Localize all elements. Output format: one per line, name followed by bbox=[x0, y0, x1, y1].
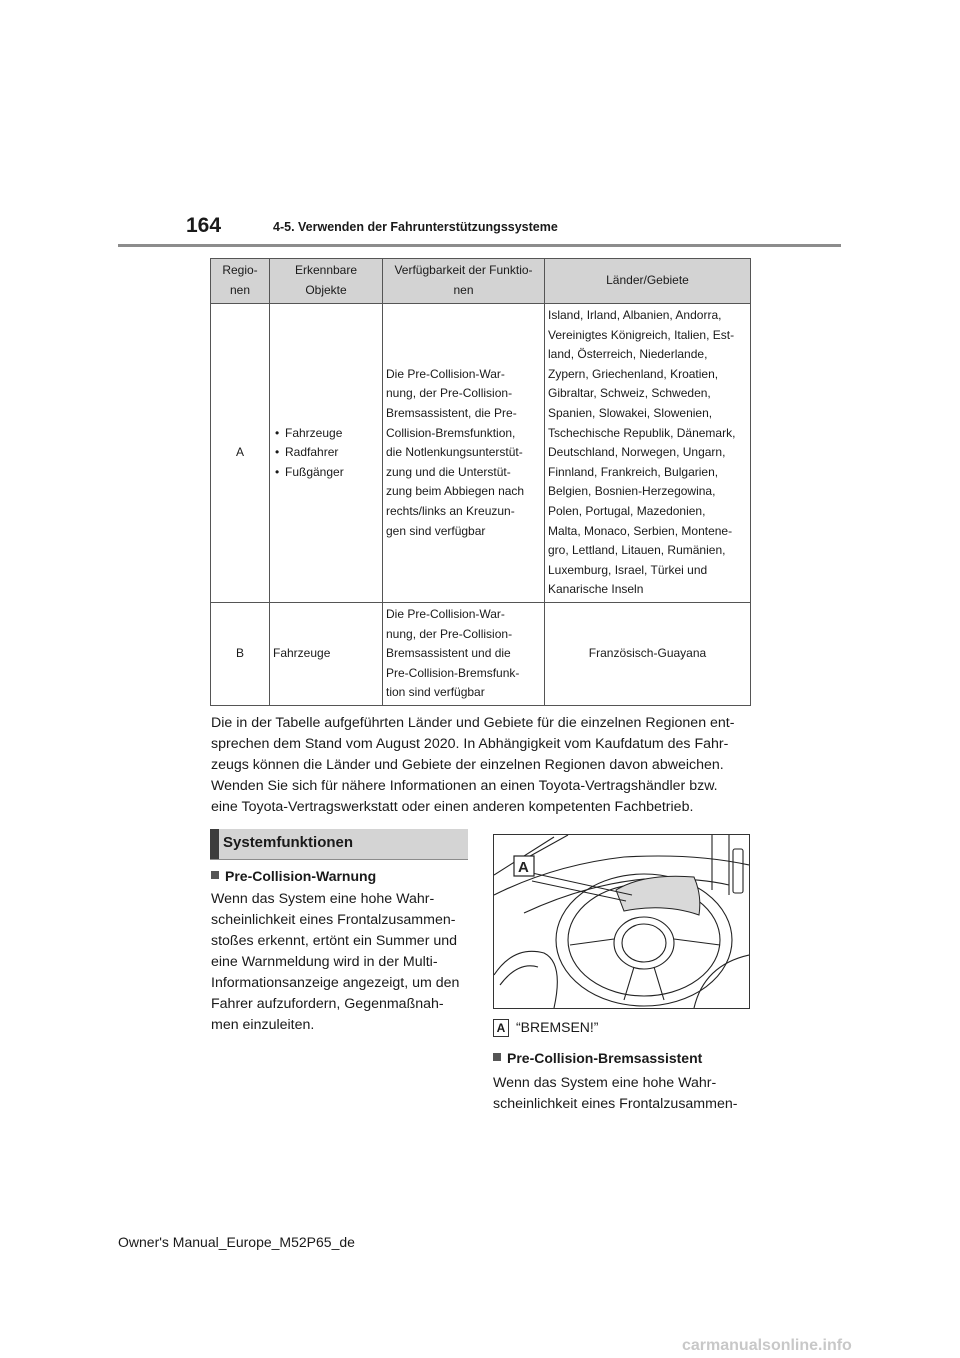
callout-label: A bbox=[518, 859, 529, 876]
header-divider bbox=[118, 244, 841, 247]
dashboard-illustration bbox=[493, 834, 750, 1009]
watermark: carmanualsonline.info bbox=[682, 1337, 852, 1354]
column-header: Erkennbare Objekte bbox=[270, 259, 383, 304]
countries-cell: Französisch-Guayana bbox=[545, 602, 751, 705]
square-bullet-icon bbox=[211, 871, 219, 879]
page-number: 164 bbox=[186, 214, 222, 237]
table-header-row bbox=[211, 259, 751, 304]
warning-description: Wenn das System eine hohe Wahr- scheinlichkeit eines Frontalzusammen- stoßes erkennt, ertönt ein Summer und eine Warnmeldung wird in der Multi- Informationsanzeige angezeigt, um den Fahrer aufzufordern, Gegenmaßnah- men einzuleiten. bbox=[211, 891, 460, 1033]
callout-label-box: A bbox=[493, 1019, 509, 1037]
region-cell: B bbox=[211, 602, 270, 705]
systemfunktionen-heading bbox=[210, 829, 468, 860]
section-title: 4-5. Verwenden der Fahrunterstützungssysteme bbox=[273, 220, 558, 234]
steering-wheel-illustration bbox=[494, 835, 749, 1008]
availability-cell: Die Pre-Collision-War- nung, der Pre-Collision- Bremsassistent und die Pre-Collision-Bremsfunk- tion sind verfügbar bbox=[383, 602, 545, 705]
square-bullet-icon bbox=[493, 1053, 501, 1061]
warning-title: Pre-Collision-Warnung bbox=[225, 868, 377, 884]
warning-subheading bbox=[211, 868, 376, 884]
table-row bbox=[211, 602, 751, 705]
brake-assist-description: Wenn das System eine hohe Wahr- scheinlichkeit eines Frontalzusammen- bbox=[493, 1075, 738, 1112]
region-note: Die in der Tabelle aufgeführten Länder und Gebiete für die einzelnen Regionen ent- sprechen dem Stand vom August 2020. In Abhängigkeit vom Kaufdatum des Fahr- zeugs können die Länder und Gebiete der einzelnen Regionen davon abweichen. Wenden Sie sich für nähere Informationen an einen Toyota-Vertragshändler bzw. eine Toyota-Vertragswerkstatt oder einen anderen kompetenten Fachbetrieb. bbox=[211, 715, 735, 815]
countries-cell: Island, Irland, Albanien, Andorra, Vereinigtes Königreich, Italien, Est- land, Österreich, Niederlande, Zypern, Griechenland, Kroatien, Gibraltar, Schweiz, Schweden, Spanien, Slowakei, Slowenien, Tschechische Republik, Dänemark, Deutschland, Norwegen, Ungarn, Finnland, Frankreich, Bulgarien, Belgien, Bosnien-Herzegowina, Polen, Portugal, Mazedonien, Malta, Monaco, Serbien, Montene- gro, Lettland, Litauen, Rumänien, Luxemburg, Israel, Türkei und Kanarische Inseln bbox=[545, 304, 751, 603]
object-item: • Radfahrer bbox=[273, 443, 379, 463]
footer-text: Owner's Manual_Europe_M52P65_de bbox=[118, 1234, 355, 1250]
brake-assist-title: Pre-Collision-Bremsassistent bbox=[507, 1050, 703, 1066]
heading-text: Systemfunktionen bbox=[223, 834, 354, 851]
column-header: Verfügbarkeit der Funktio- nen bbox=[383, 259, 545, 304]
objects-cell bbox=[270, 304, 383, 603]
object-item: • Fahrzeuge bbox=[273, 424, 379, 444]
availability-cell: Die Pre-Collision-War- nung, der Pre-Collision- Bremsassistent, die Pre- Collision-Bremsfunktion, die Notlenkungsunterstüt- zung und die Unterstüt- zung beim Abbiegen nach rechts/links an Kreuzun- gen sind verfügbar bbox=[383, 304, 545, 603]
callout-caption: “BREMSEN!” bbox=[516, 1019, 599, 1035]
brake-assist-subheading bbox=[493, 1050, 702, 1066]
objects-cell: Fahrzeuge bbox=[270, 602, 383, 705]
object-item: • Fußgänger bbox=[273, 463, 379, 483]
regions-table bbox=[210, 258, 751, 706]
column-header: Länder/Gebiete bbox=[545, 259, 751, 304]
heading-bar bbox=[210, 829, 219, 859]
table-row bbox=[211, 304, 751, 603]
column-header: Regio- nen bbox=[211, 259, 270, 304]
region-cell: A bbox=[211, 304, 270, 603]
